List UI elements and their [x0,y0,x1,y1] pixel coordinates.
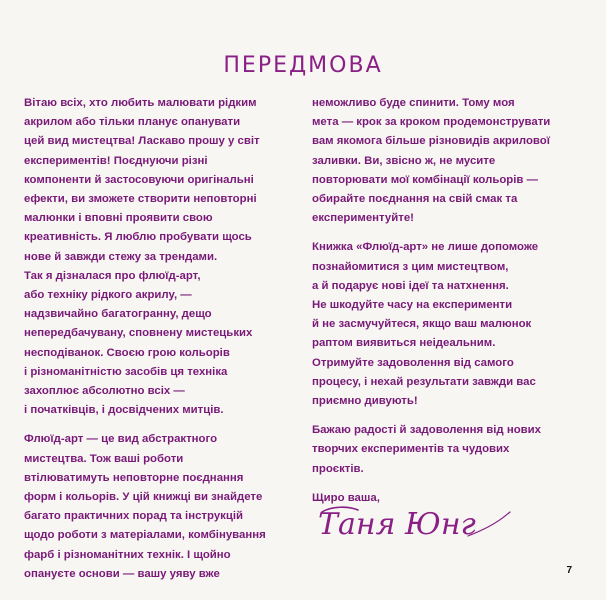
signature-text: Таня Юнг [318,507,476,542]
left-column [24,94,296,594]
handwritten-signature [318,500,518,550]
closing-line: Щиро ваша, [312,491,380,504]
paragraph: Вітаю всіх, хто любить малювати рідким акрилом або тільки планує опанувати цей вид мистецтва! Ласкаво прошу у світ експериментів! Поєднуючи різні компоненти й застосовуючи оригінальні ефекти, ви зможете створити неповторні малюнки і вповні проявити свою креативність. Я люблю пробувати щось нове й завжди стежу за трендами. Так я дізналася про флюїд-арт, або техніку рідкого акрилу, — надзвичайно багатогранну, дещо непередбачувану, сповнену мистецьких несподіванок. Своєю грою кольорів і різноманітністю засобів ця техніка захоплює абсолютно всіх — і початківців, і досвідчених митців. [24,97,260,417]
paragraph: Флюїд-арт — це вид абстрактного мистецтва. Тож ваші роботи втілюватимуть неповторне поєднання форм і кольорів. У цій книжці ви знайдете багато практичних порад та інструкцій щодо роботи з матеріалами, комбінування фарб і різноманітних технік. І щойно опануєте основи — вашу уяву вже [24,433,266,580]
paragraph: Книжка «Флюїд-арт» не лише допоможе познайомитися з цим мистецтвом, а й подарує нові ідеї та натхнення. Не шкодуйте часу на експерименти й не засмучуйтеся, якщо ваш малюнок раптом виявиться неідеальним. Отримуйте задоволення від самого процесу, і нехай результати завжди вас приємно дивують! [312,241,539,408]
paragraph: неможливо буде спинити. Тому моя мета — крок за кроком продемонструвати вам якомога більше різновидів акрилової заливки. Ви, звісно ж, не мусите повторювати мої комбінації кольорів — обирайте поєднання на свій смак та експериментуйте! [312,97,551,225]
page-number: 7 [566,565,572,576]
right-column [312,94,584,518]
paragraph: Бажаю радості й задоволення від нових творчих експериментів та чудових проєктів. [312,424,541,475]
page-title: ПЕРЕДМОВА [223,52,383,78]
